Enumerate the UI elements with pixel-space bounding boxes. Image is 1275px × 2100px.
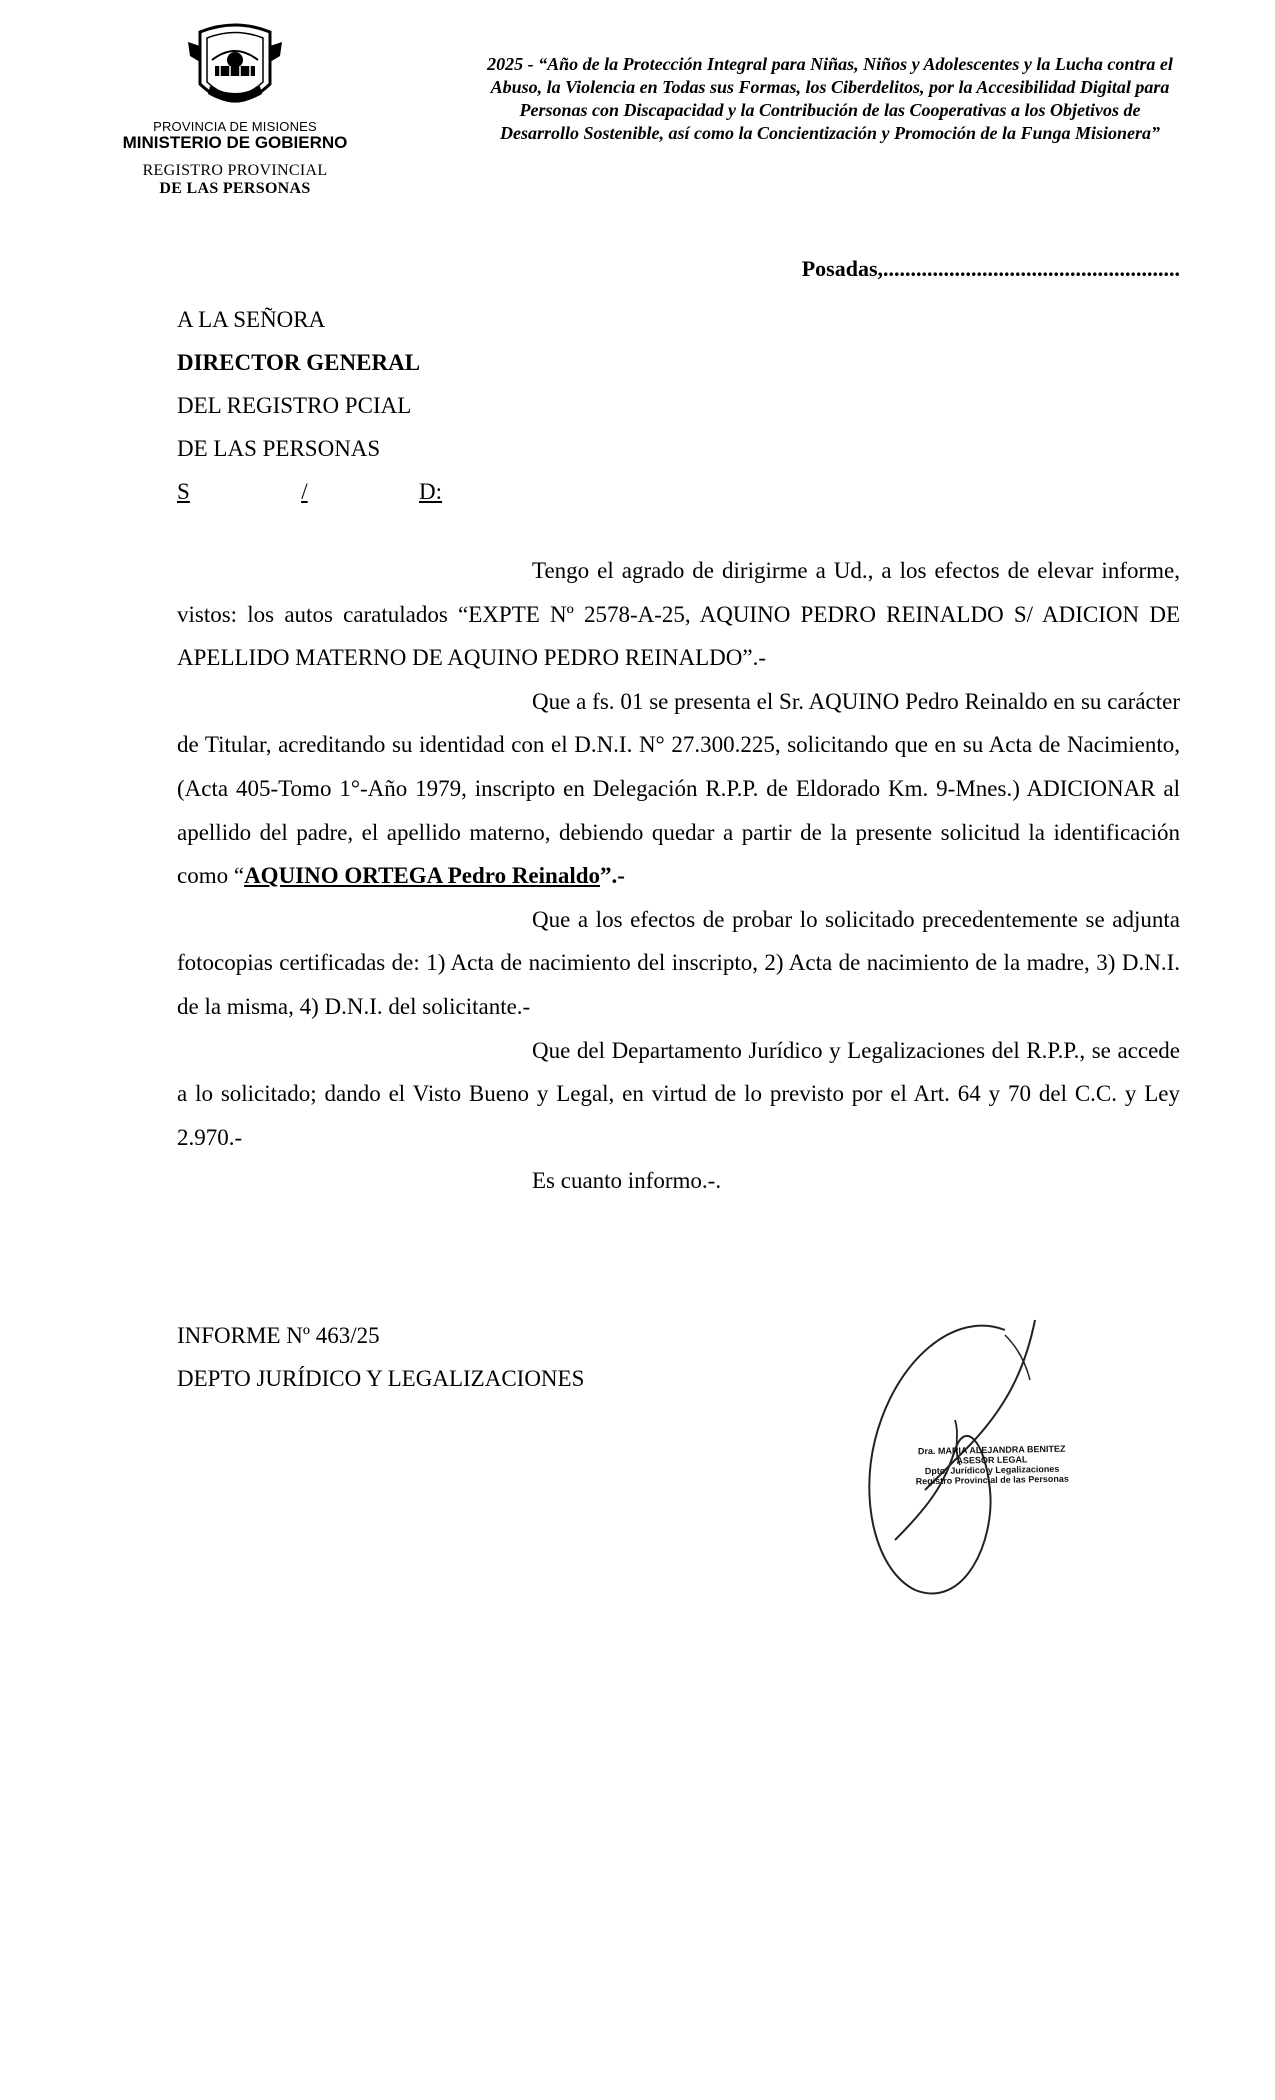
body-paragraph-1: Tengo el agrado de dirigirme a Ud., a los efectos de elevar informe, vistos: los autos caratulados “EXPTE Nº 2578-A-25, AQUINO PEDRO REINALDO S/ ADICION DE APELLIDO MATERNO DE AQUINO PEDRO REINALDO”.- (177, 558, 1180, 671)
body-paragraph-2-end: ”.- (600, 863, 625, 889)
letterhead-province: PROVINCIA DE MISIONES (153, 119, 317, 134)
report-department: DEPTO JURÍDICO Y LEGALIZACIONES (177, 1366, 585, 1391)
body-paragraph-2-text: Que a fs. 01 se presenta el Sr. AQUINO Pedro Reinaldo en su carácter de Titular, acreditando su identidad con el D.N.I. N° 27.300.225, solicitando que en su Acta de Nacimiento, (Acta 405-Tomo 1°-Año 1979, inscripto en Delegación R.P.P. de Eldorado Km. 9-Mnes.) ADICIONAR al apellido del padre, el apellido materno, debiendo quedar a partir de la presente solicitud la identificación como “ (177, 688, 1180, 889)
body-paragraph-2 (177, 680, 1180, 898)
year-motto: 2025 - “Año de la Protección Integral para Niñas, Niños y Adolescentes y la Lucha contra el Abuso, la Violencia en Todas sus Formas, los Ciberdelitos, por la Accesibilidad Digital para Personas con Discapacidad y la Contribución de las Cooperativas a los Objetivos de Desarrollo Sostenible, así como la Concientización y Promoción de la Funga Misionera” (487, 54, 1173, 143)
signature-stamp (912, 1444, 1073, 1487)
stamp-department: Dpto. Jurídico y Legalizaciones (924, 1463, 1060, 1477)
sd-s: S (177, 479, 190, 504)
place-date-line: Posadas,...................................................... (801, 256, 1180, 281)
addressee-title: DIRECTOR GENERAL (177, 350, 421, 375)
salutation-sd (177, 470, 442, 513)
sd-slash: / (301, 479, 308, 504)
addressee-line1: A LA SEÑORA (177, 307, 326, 332)
addressee-line4: DE LAS PERSONAS (177, 436, 381, 461)
body-paragraph-4: Que del Departamento Jurídico y Legalizaciones del R.P.P., se accede a lo solicitado; dando el Visto Bueno y Legal, en virtud de lo previsto por el Art. 64 y 70 del C.C. y Ley 2.970.- (177, 1037, 1180, 1150)
letterhead (110, 22, 360, 198)
sd-d: D: (419, 479, 442, 504)
addressee-line3: DEL REGISTRO PCIAL (177, 393, 412, 418)
letterhead-registry-line1: REGISTRO PROVINCIAL (142, 162, 328, 179)
body-paragraph-3: Que a los efectos de probar lo solicitado precedentemente se adjunta fotocopias certificadas de: 1) Acta de nacimiento del inscripto, 2) Acta de nacimiento de la madre, 3) D.N.I. de la misma, 4) D.N.I. del solicitante.- (177, 906, 1180, 1019)
new-full-name: AQUINO ORTEGA Pedro Reinaldo (244, 863, 601, 889)
stamp-name: Dra. MARIA ALEJANDRA BENITEZ (917, 1443, 1066, 1457)
report-number: INFORME Nº 463/25 (177, 1323, 380, 1348)
letterhead-ministry: MINISTERIO DE GOBIERNO (122, 133, 348, 152)
letter-body (177, 549, 1180, 1203)
stamp-role: ASESOR LEGAL (956, 1454, 1028, 1466)
addressee-block (177, 298, 442, 513)
report-footer (177, 1314, 584, 1400)
letterhead-registry-line2: DE LAS PERSONAS (159, 180, 311, 197)
body-paragraph-5: Es cuanto informo.-. (532, 1168, 722, 1194)
stamp-registry: Registro Provincial de las Personas (915, 1473, 1069, 1487)
provincial-seal-icon (180, 22, 290, 114)
